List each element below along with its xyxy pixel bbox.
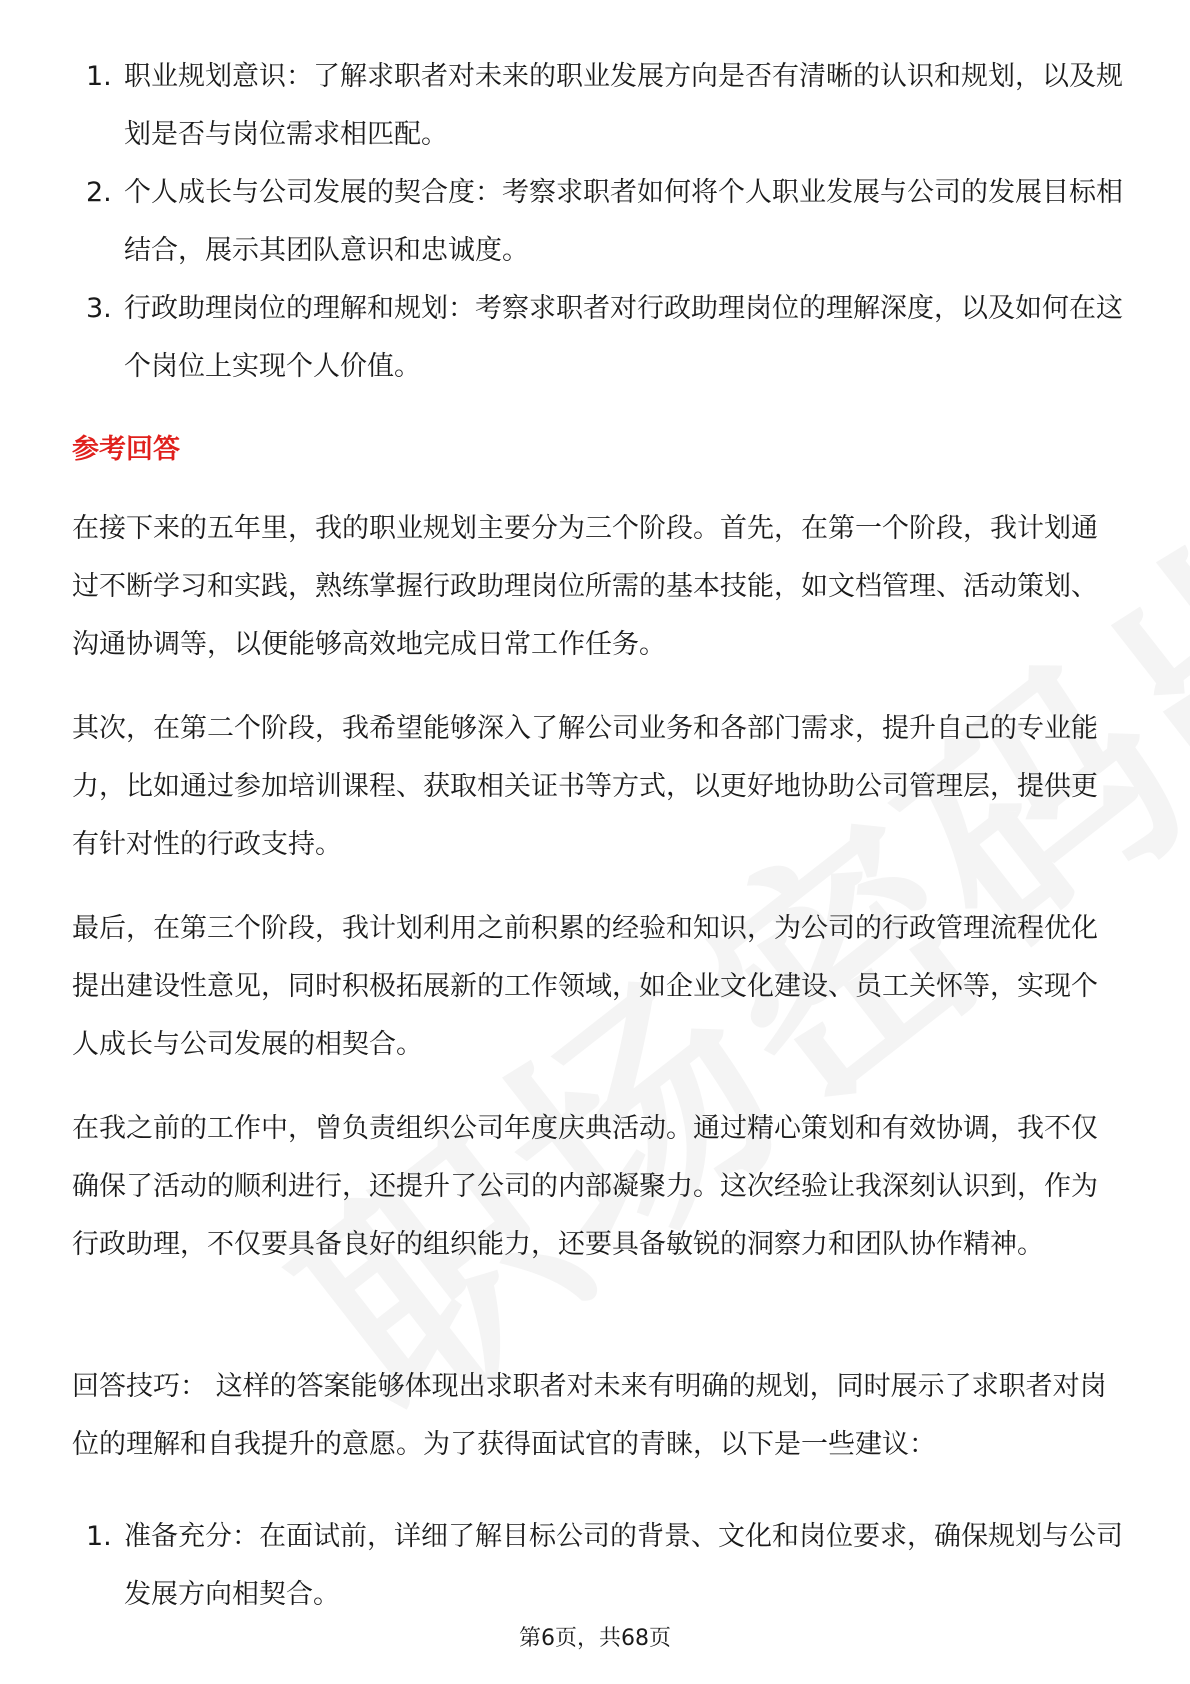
answer-paragraph-2: 其次，在第二个阶段，我希望能够深入了解公司业务和各部门需求，提升自己的专业能力，比如通过参加培训课程、获取相关证书等方式，以更好地协助公司管理层，提供更有针对性的行政支持。 [72,713,1098,860]
list-item-text: 准备充分：在面试前，详细了解目标公司的背景、文化和岗位要求，确保规划与公司发展方向相契合。 [124,1521,1123,1610]
list-item [86,1508,1126,1624]
criteria-list [86,48,1126,396]
list-item [86,164,1126,280]
answer-tips-paragraph: 回答技巧： 这样的答案能够体现出求职者对未来有明确的规划，同时展示了求职者对岗位的理解和自我提升的意愿。为了获得面试官的青睐，以下是一些建议： [72,1371,1107,1460]
reference-answer-heading: 参考回答 [72,434,180,465]
list-item [86,48,1126,164]
list-item-number: 1. [86,61,112,92]
page-footer: 第6页，共68页 [519,1626,671,1651]
list-item [86,280,1126,396]
answer-paragraph-3: 最后，在第三个阶段，我计划利用之前积累的经验和知识，为公司的行政管理流程优化提出建设性意见，同时积极拓展新的工作领域，如企业文化建设、员工关怀等，实现个人成长与公司发展的相契合。 [72,913,1098,1060]
list-item-text: 行政助理岗位的理解和规划：考察求职者对行政助理岗位的理解深度，以及如何在这个岗位上实现个人价值。 [124,293,1123,382]
list-item-number: 2. [86,177,112,208]
list-item-text: 个人成长与公司发展的契合度：考察求职者如何将个人职业发展与公司的发展目标相结合，展示其团队意识和忠诚度。 [124,177,1123,266]
tips-list [86,1508,1126,1624]
list-item-number: 3. [86,293,112,324]
list-item-text: 职业规划意识：了解求职者对未来的职业发展方向是否有清晰的认识和规划，以及规划是否与岗位需求相匹配。 [124,61,1123,150]
answer-paragraph-4: 在我之前的工作中，曾负责组织公司年度庆典活动。通过精心策划和有效协调，我不仅确保了活动的顺利进行，还提升了公司的内部凝聚力。这次经验让我深刻认识到，作为行政助理，不仅要具备良好的组织能力，还要具备敏锐的洞察力和团队协作精神。 [72,1113,1098,1260]
answer-paragraph-1: 在接下来的五年里，我的职业规划主要分为三个阶段。首先，在第一个阶段，我计划通过不断学习和实践，熟练掌握行政助理岗位所需的基本技能，如文档管理、活动策划、沟通协调等，以便能够高效地完成日常工作任务。 [72,513,1098,660]
list-item-number: 1. [86,1521,112,1552]
